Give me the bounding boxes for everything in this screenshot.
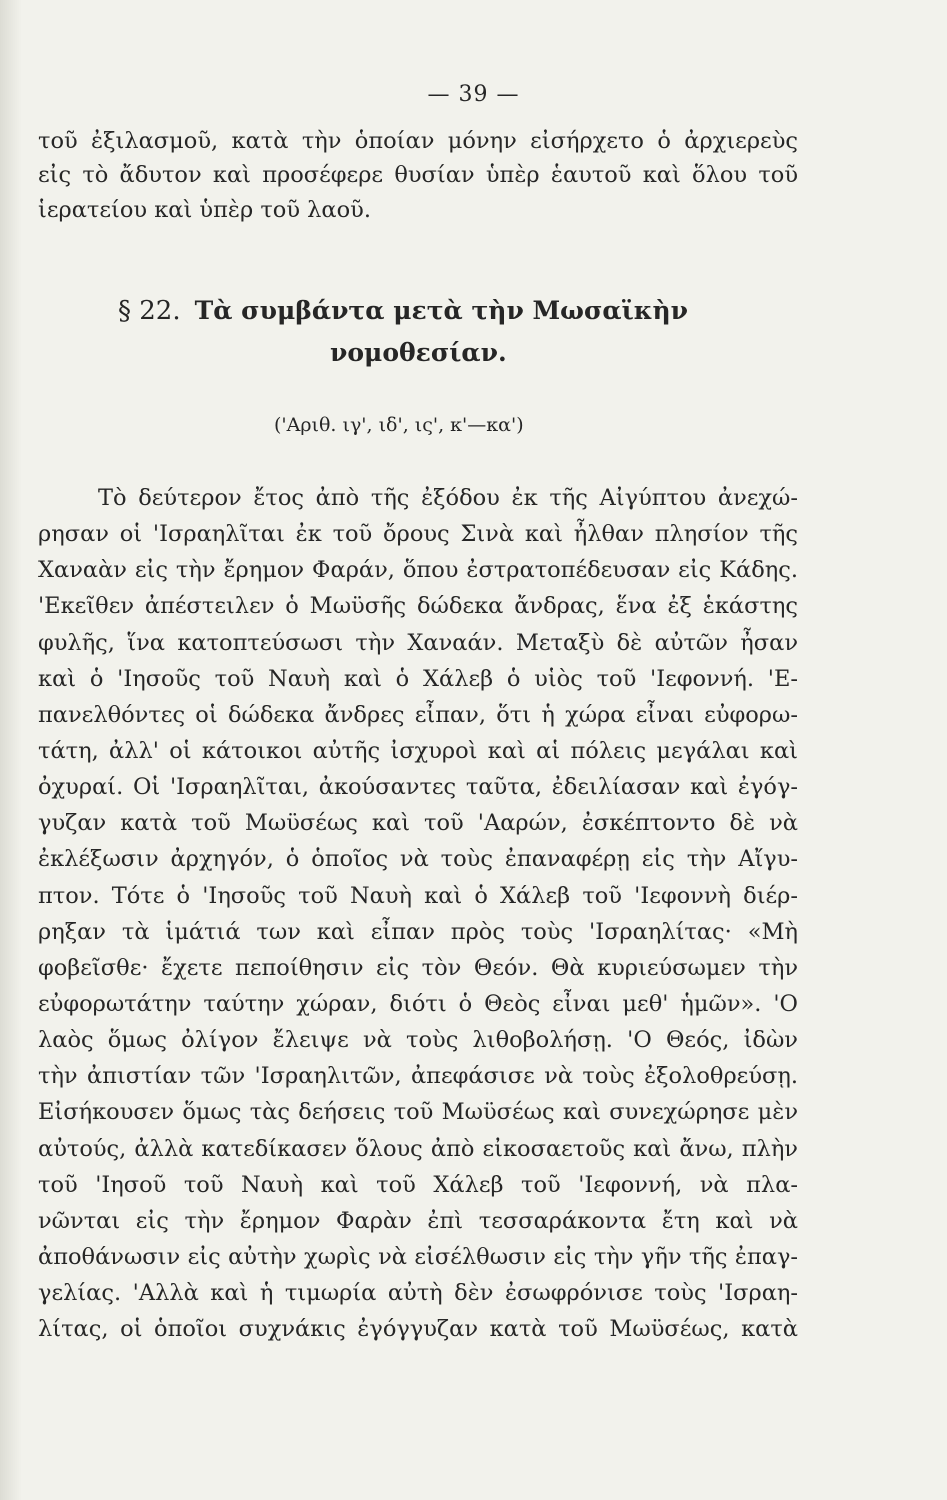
body-line: αὐτούς, ἀλλὰ κατεδίκασεν ὅλους ἀπὸ εἰκοσαετοῦς καὶ ἄνω, πλὴν — [38, 1135, 798, 1162]
page-number: — 39 — — [427, 82, 520, 107]
body-line: φυλῆς, ἵνα κατοπτεύσωσι τὴν Χαναάν. Μεταξὺ δὲ αὐτῶν ἦσαν — [38, 629, 798, 656]
body-line: ἐκλέξωσιν ἀρχηγόν, ὁ ὁποῖος νὰ τοὺς ἐπαναφέρῃ εἰς τὴν Αἴγυ- — [38, 846, 798, 873]
body-line: ὀχυραί. Οἱ 'Ισραηλῖται, ἀκούσαντες ταῦτα, ἐδειλίασαν καὶ ἐγόγ- — [38, 774, 798, 801]
body-line: ἀποθάνωσιν εἰς αὐτὴν χωρὶς νὰ εἰσέλθωσιν εἰς τὴν γῆν τῆς ἐπαγ- — [38, 1243, 798, 1270]
section-number: § 22. — [118, 296, 181, 326]
body-line: Εἰσήκουσεν ὅμως τὰς δεήσεις τοῦ Μωϋσέως καὶ συνεχώρησε μὲν — [38, 1099, 798, 1126]
body-line: τοῦ 'Ιησοῦ τοῦ Ναυὴ καὶ τοῦ Χάλεβ τοῦ 'Ιεφοννή, νὰ πλα- — [38, 1171, 798, 1198]
body-line: λίτας, οἱ ὁποῖοι συχνάκις ἐγόγγυζαν κατὰ τοῦ Μωϋσέως, κατὰ — [38, 1316, 798, 1343]
body-line: λαὸς ὅμως ὀλίγον ἔλειψε νὰ τοὺς λιθοβολήσῃ. 'Ο Θεός, ἰδὼν — [38, 1027, 798, 1054]
body-line: πανελθόντες οἱ δώδεκα ἄνδρες εἶπαν, ὅτι ἡ χώρα εἶναι εὐφορω- — [38, 701, 798, 728]
intro-line-1: τοῦ ἐξιλασμοῦ, κατὰ τὴν ὁποίαν μόνην εἰσήρχετο ὁ ἀρχιερεὺς — [38, 128, 798, 154]
intro-line-2: εἰς τὸ ἄδυτον καὶ προσέφερε θυσίαν ὑπὲρ ἑαυτοῦ καὶ ὅλου τοῦ — [38, 162, 798, 188]
section-heading — [118, 296, 818, 326]
body-line: Τὸ δεύτερον ἔτος ἀπὸ τῆς ἐξόδου ἐκ τῆς Αἰγύπτου ἀνεχώ- — [98, 485, 798, 511]
body-line: καὶ ὁ 'Ιησοῦς τοῦ Ναυὴ καὶ ὁ Χάλεβ ὁ υἱὸς τοῦ 'Ιεφοννή. 'Ε- — [38, 665, 798, 692]
body-line: γυζαν κατὰ τοῦ Μωϋσέως καὶ τοῦ 'Ααρών, ἐσκέπτοντο δὲ νὰ — [38, 810, 798, 837]
intro-line-3: ἱερατείου καὶ ὑπὲρ τοῦ λαοῦ. — [38, 197, 372, 223]
body-line: εὐφορωτάτην ταύτην χώραν, διότι ὁ Θεὸς εἶναι μεθ' ἡμῶν». 'Ο — [38, 990, 798, 1017]
body-line: τάτη, ἀλλ' οἱ κάτοικοι αὐτῆς ἰσχυροὶ καὶ αἱ πόλεις μεγάλαι καὶ — [38, 737, 798, 764]
section-title-line-1: Τὰ συμβάντα μετὰ τὴν Μωσαϊκὴν — [194, 296, 689, 325]
body-line: ρηξαν τὰ ἱμάτιά των καὶ εἶπαν πρὸς τοὺς 'Ισραηλίτας· «Μὴ — [38, 918, 798, 945]
body-paragraph — [38, 480, 798, 1347]
body-line: 'Εκεῖθεν ἀπέστειλεν ὁ Μωϋσῆς δώδεκα ἄνδρας, ἕνα ἐξ ἑκάστης — [38, 593, 798, 620]
body-line: γελίας. 'Αλλὰ καὶ ἡ τιμωρία αὐτὴ δὲν ἐσωφρόνισε τοὺς 'Ισραη- — [38, 1280, 798, 1307]
scripture-reference: ('Αριθ. ιγ', ιδ', ις', κ'—κα') — [274, 414, 524, 436]
body-line: φοβεῖσθε· ἔχετε πεποίθησιν εἰς τὸν Θεόν. Θὰ κυριεύσωμεν τὴν — [38, 954, 798, 981]
body-line: νῶνται εἰς τὴν ἔρημον Φαρὰν ἐπὶ τεσσαράκοντα ἔτη καὶ νὰ — [38, 1207, 798, 1234]
page-binding-shadow — [0, 0, 22, 1500]
body-line: πτον. Τότε ὁ 'Ιησοῦς τοῦ Ναυὴ καὶ ὁ Χάλεβ τοῦ 'Ιεφοννὴ διέρ- — [38, 882, 798, 909]
body-line: Χαναὰν εἰς τὴν ἔρημον Φαράν, ὅπου ἐστρατοπέδευσαν εἰς Κάδης. — [38, 557, 798, 584]
body-line: ρησαν οἱ 'Ισραηλῖται ἐκ τοῦ ὄρους Σινὰ καὶ ἦλθαν πλησίον τῆς — [38, 521, 798, 548]
body-line: τὴν ἀπιστίαν τῶν 'Ισραηλιτῶν, ἀπεφάσισε νὰ τοὺς ἐξολοθρεύσῃ. — [38, 1063, 798, 1090]
section-title-line-2: νομοθεσίαν. — [330, 338, 507, 367]
